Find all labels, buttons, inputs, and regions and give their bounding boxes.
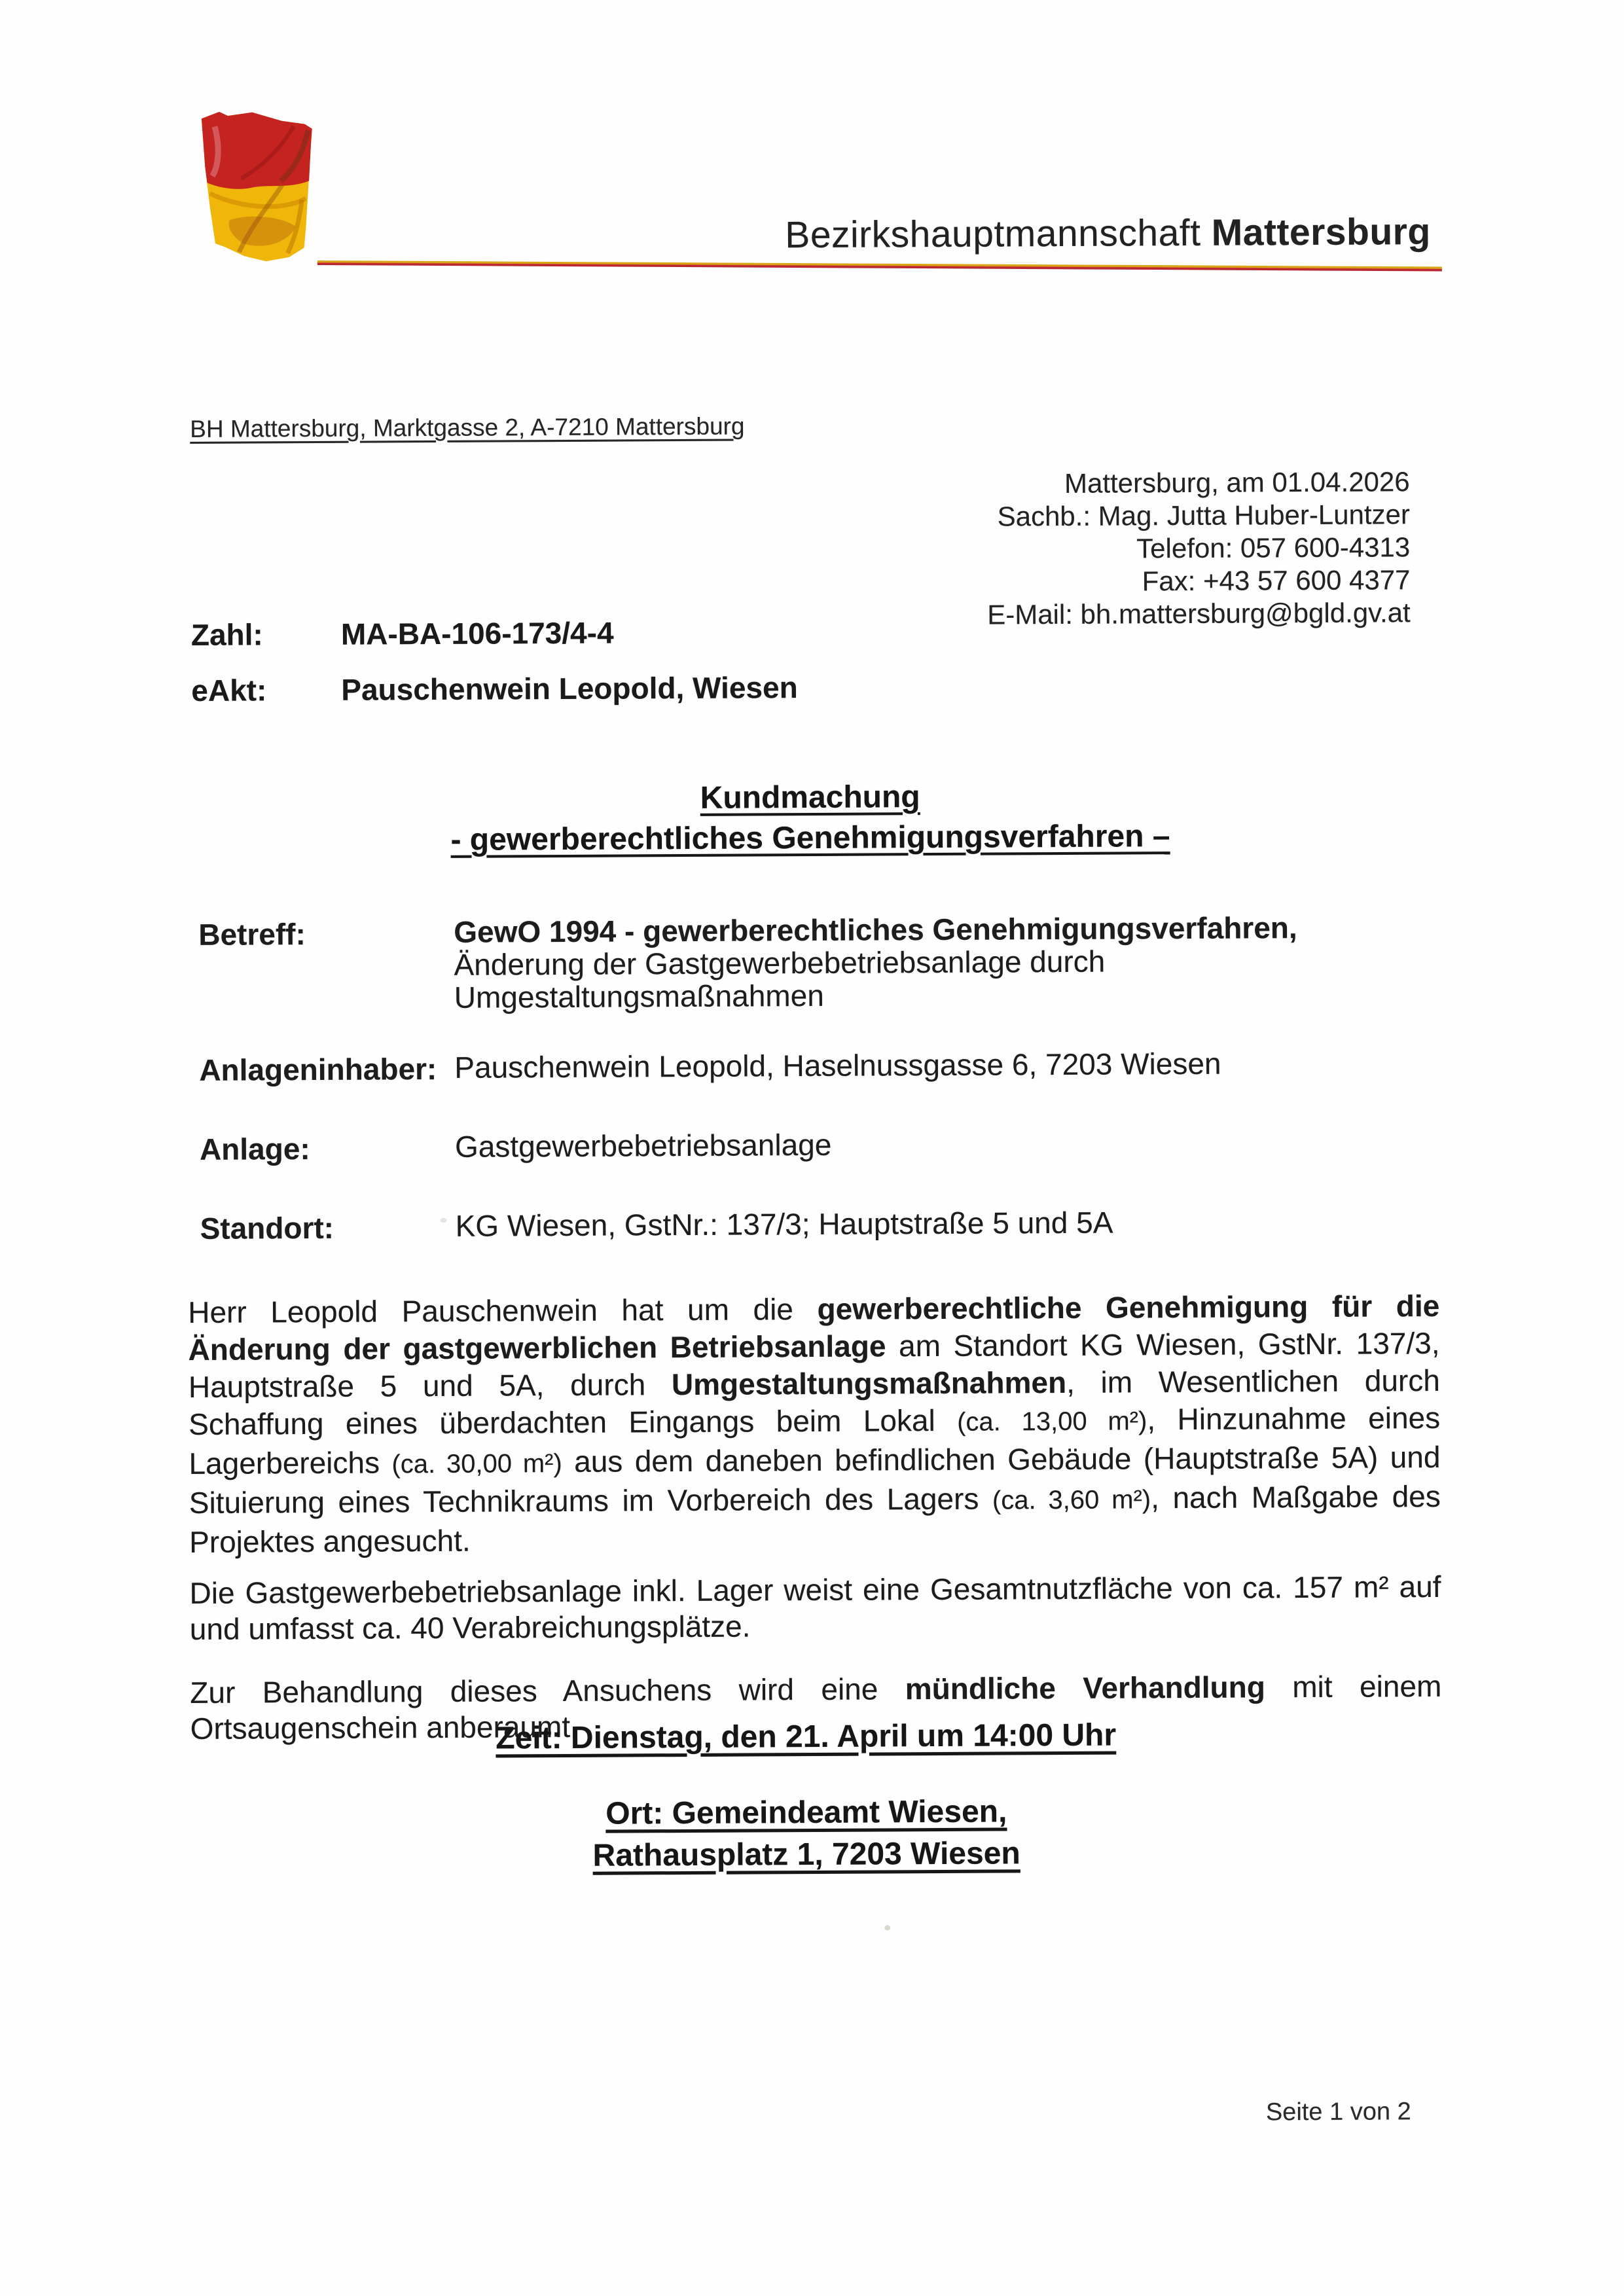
phone-line: Telefon: 057 600-4313 [1136, 531, 1411, 564]
anlage-value: Gastgewerbebetriebsanlage [454, 1127, 832, 1164]
zahl-row [191, 614, 798, 653]
org-name-header [785, 210, 1431, 257]
anlageninhaber-label: Anlageninhaber: [199, 1052, 437, 1087]
paragraph-application: Herr Leopold Pauschenwein hat um die gewerberechtliche Genehmigung für die Änderung der gastgewerblichen Betriebsanlage am Standort KG Wiesen, GstNr. 137/3, Hauptstraße 5 und 5A, durch Umgestaltungsmaßnahmen, im Wesentlichen durch Schaffung eines überdachten Eingangs beim Lokal (ca. 13,00 m²), Hinzunahme eines Lagerbereichs (ca. 30,00 m²) aus dem daneben befindlichen Gebäude (Hauptstraße 5A) und Situierung eines Technikraums im Vorbereich des Lagers (ca. 3,60 m²), nach Maßgabe des Projektes angesucht. [188, 1288, 1441, 1559]
betreff-line-1: GewO 1994 - gewerberechtliches Genehmigungsverfahren, [454, 910, 1297, 949]
eakt-label: eAkt: [191, 673, 267, 708]
hearing-place-line-2 [0, 1833, 1619, 1877]
paragraph-hearing: Zur Behandlung dieses Ansuchens wird eine mündliche Verhandlung mit einem Ortsaugenschein anberaumt. [190, 1668, 1442, 1746]
hearing-place-text-2: Rathausplatz 1, 7203 Wiesen [592, 1836, 1020, 1873]
reference-block [191, 614, 798, 728]
detail-row-anlage [200, 1125, 1443, 1167]
document-subtitle: - gewerberechtliches Genehmigungsverfahren – [450, 819, 1170, 857]
zahl-value: MA-BA-106-173/4-4 [340, 615, 614, 651]
betreff-line-2: Änderung der Gastgewerbebetriebsanlage durch [454, 944, 1106, 982]
header-rule [317, 260, 1442, 272]
org-name-bold: Mattersburg [1211, 211, 1431, 254]
contact-block [986, 465, 1411, 631]
standort-value: KG Wiesen, GstNr.: 137/3; Hauptstraße 5 und 5A [455, 1205, 1113, 1243]
hearing-place-text-1: Ort: Gemeindeamt Wiesen, [605, 1794, 1007, 1831]
detail-row-betreff [198, 910, 1443, 1015]
page-number: Seite 1 von 2 [1265, 2098, 1411, 2126]
betreff-value [454, 910, 1443, 1014]
hearing-time-text: Zeit: Dienstag, den 21. April um 14:00 Uhr [496, 1717, 1117, 1756]
sender-address-line: BH Mattersburg, Marktgasse 2, A-7210 Mattersburg [190, 412, 745, 442]
standort-label: Standort: [200, 1210, 334, 1246]
body-text [188, 1287, 1442, 1747]
paragraph-area: Die Gastgewerbebetriebsanlage inkl. Lager weist eine Gesamtnutzfläche von ca. 157 m² auf und umfasst ca. 40 Verabreichungsplätze. [189, 1569, 1441, 1646]
email-line: E-Mail: bh.mattersburg@bgld.gv.at [987, 597, 1411, 630]
date-line: Mattersburg, am 01.04.2026 [1064, 466, 1410, 499]
scan-speck [441, 1218, 447, 1223]
zahl-label: Zahl: [190, 617, 263, 652]
eakt-row [191, 670, 798, 708]
detail-row-standort [200, 1204, 1443, 1246]
details-table [198, 910, 1444, 1246]
anlage-label: Anlage: [199, 1132, 310, 1166]
burgenland-flag-logo [183, 106, 332, 264]
eakt-value: Pauschenwein Leopold, Wiesen [341, 670, 798, 707]
clerk-line: Sachb.: Mag. Jutta Huber-Luntzer [997, 499, 1411, 532]
hearing-time-line [0, 1715, 1618, 1759]
fax-line: Fax: +43 57 600 4377 [1142, 564, 1411, 597]
anlageninhaber-value: Pauschenwein Leopold, Haselnussgasse 6, 7203 Wiesen [454, 1046, 1221, 1085]
title-block [0, 774, 1623, 863]
betreff-label: Betreff: [198, 917, 306, 952]
hearing-place-line-1 [0, 1791, 1618, 1835]
org-name-regular: Bezirkshauptmannschaft [785, 211, 1212, 257]
document-title: Kundmachung [700, 780, 920, 816]
betreff-line-3: Umgestaltungsmaßnahmen [454, 978, 824, 1014]
detail-row-anlageninhaber [199, 1046, 1443, 1088]
scan-speck [884, 1925, 890, 1930]
